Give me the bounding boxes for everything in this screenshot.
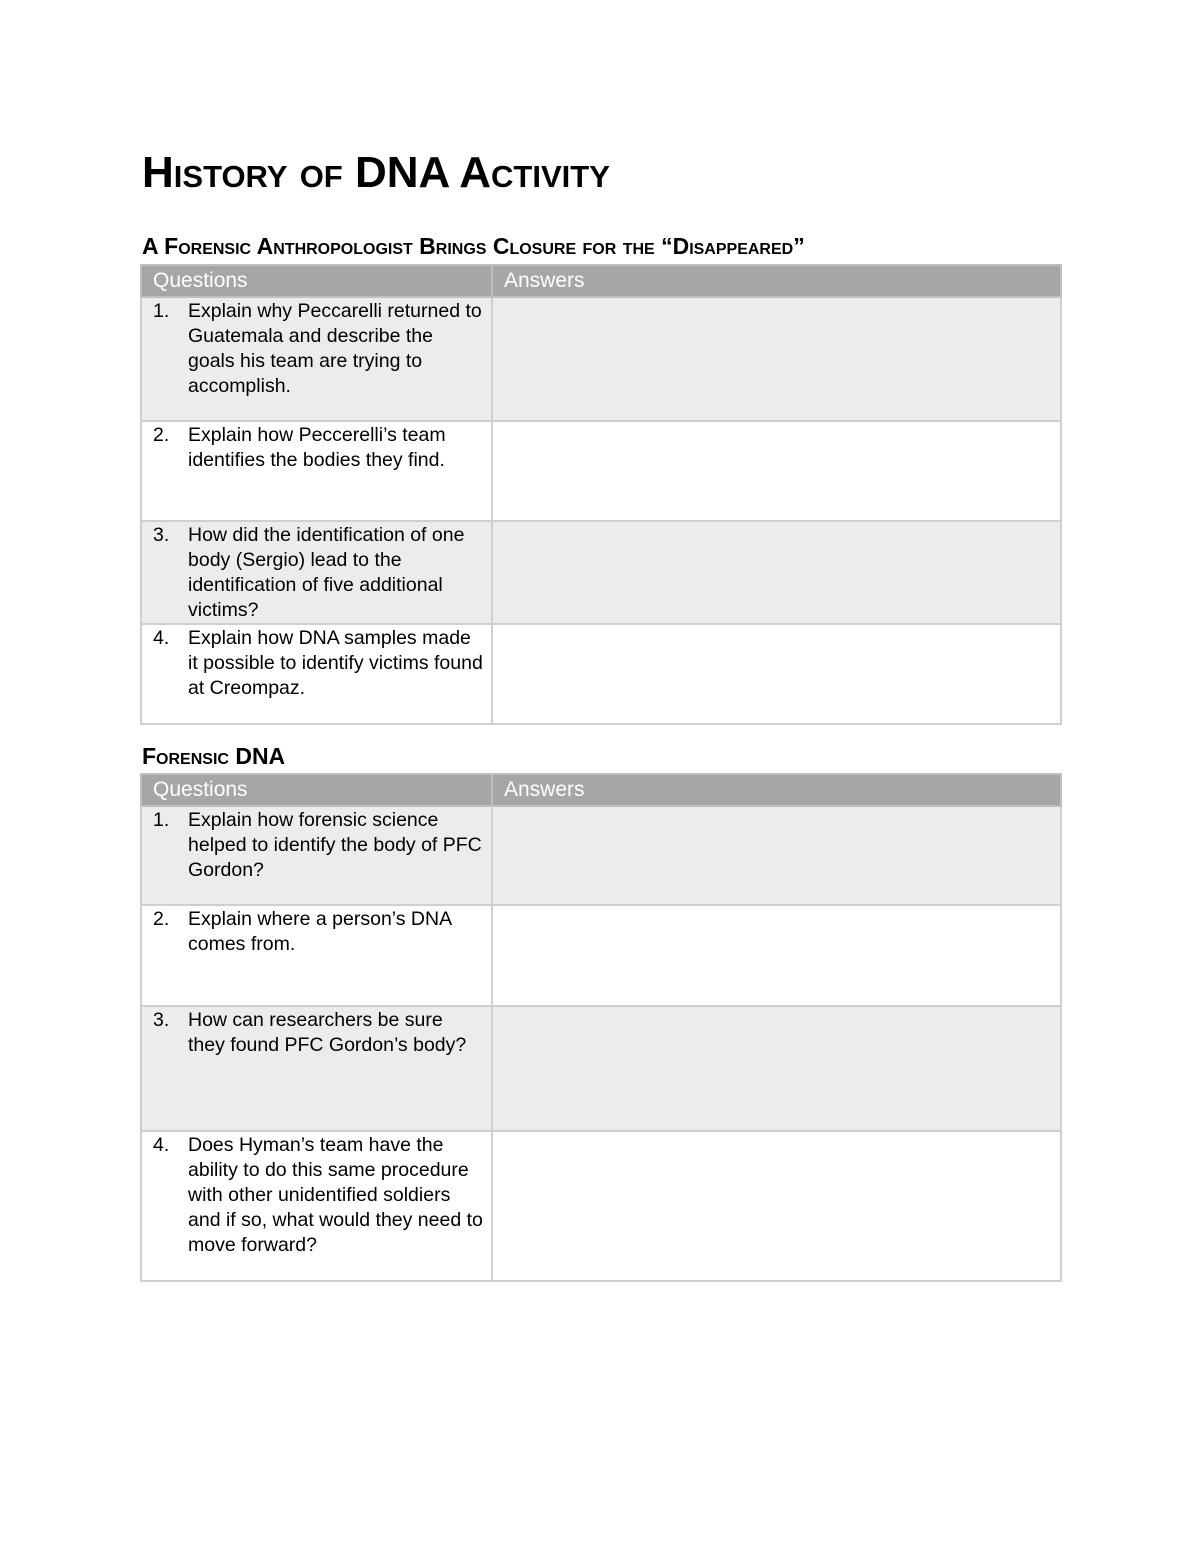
question-text: How can researchers be sure they found PFC Gordon’s body? bbox=[188, 1009, 467, 1056]
table-row bbox=[141, 1131, 1061, 1281]
question-cell bbox=[141, 297, 492, 421]
question-number: 2. bbox=[153, 424, 170, 446]
table-row bbox=[141, 806, 1061, 905]
questions-table-forensic-dna bbox=[140, 773, 1062, 1282]
table-header-row bbox=[141, 265, 1061, 297]
question-number: 3. bbox=[153, 524, 170, 546]
question-number: 2. bbox=[153, 908, 170, 930]
answers-column-header: Answers bbox=[492, 265, 1061, 297]
page-title: History of DNA Activity bbox=[142, 148, 610, 197]
section-heading-forensic-dna: Forensic DNA bbox=[142, 743, 286, 769]
question-number: 4. bbox=[153, 627, 170, 649]
question-text: How did the identification of one body (Sergio) lead to the identification of five additional victims? bbox=[188, 524, 465, 621]
table-row bbox=[141, 521, 1061, 624]
section-heading-forensic-anthropologist: A Forensic Anthropologist Brings Closure for the “Disappeared” bbox=[142, 233, 805, 259]
answer-cell[interactable] bbox=[492, 1131, 1061, 1281]
question-text: Explain how Peccerelli’s team identifies the bodies they find. bbox=[188, 424, 446, 471]
table-row bbox=[141, 297, 1061, 421]
question-number: 1. bbox=[153, 809, 170, 831]
answer-cell[interactable] bbox=[492, 297, 1061, 421]
question-number: 4. bbox=[153, 1134, 170, 1156]
answer-cell[interactable] bbox=[492, 1006, 1061, 1131]
table-header-row bbox=[141, 774, 1061, 806]
answers-column-header: Answers bbox=[492, 774, 1061, 806]
question-text: Explain how forensic science helped to identify the body of PFC Gordon? bbox=[188, 809, 482, 881]
answer-cell[interactable] bbox=[492, 521, 1061, 624]
question-cell bbox=[141, 1131, 492, 1281]
table-row bbox=[141, 905, 1061, 1006]
question-number: 1. bbox=[153, 300, 170, 322]
questions-table-forensic-anthropologist bbox=[140, 264, 1062, 725]
question-text: Does Hyman’s team have the ability to do this same procedure with other unidentified soldiers and if so, what would they need to move forward? bbox=[188, 1134, 483, 1256]
question-text: Explain why Peccarelli returned to Guatemala and describe the goals his team are trying to accomplish. bbox=[188, 300, 482, 397]
question-cell bbox=[141, 1006, 492, 1131]
answer-cell[interactable] bbox=[492, 624, 1061, 724]
question-cell bbox=[141, 521, 492, 624]
question-number: 3. bbox=[153, 1009, 170, 1031]
answer-cell[interactable] bbox=[492, 905, 1061, 1006]
table-row bbox=[141, 624, 1061, 724]
questions-column-header: Questions bbox=[141, 265, 492, 297]
question-text: Explain how DNA samples made it possible to identify victims found at Creompaz. bbox=[188, 627, 483, 699]
table-row bbox=[141, 421, 1061, 521]
table-row bbox=[141, 1006, 1061, 1131]
question-cell bbox=[141, 624, 492, 724]
question-cell bbox=[141, 806, 492, 905]
question-cell bbox=[141, 421, 492, 521]
answer-cell[interactable] bbox=[492, 806, 1061, 905]
questions-column-header: Questions bbox=[141, 774, 492, 806]
answer-cell[interactable] bbox=[492, 421, 1061, 521]
question-cell bbox=[141, 905, 492, 1006]
question-text: Explain where a person’s DNA comes from. bbox=[188, 908, 452, 955]
